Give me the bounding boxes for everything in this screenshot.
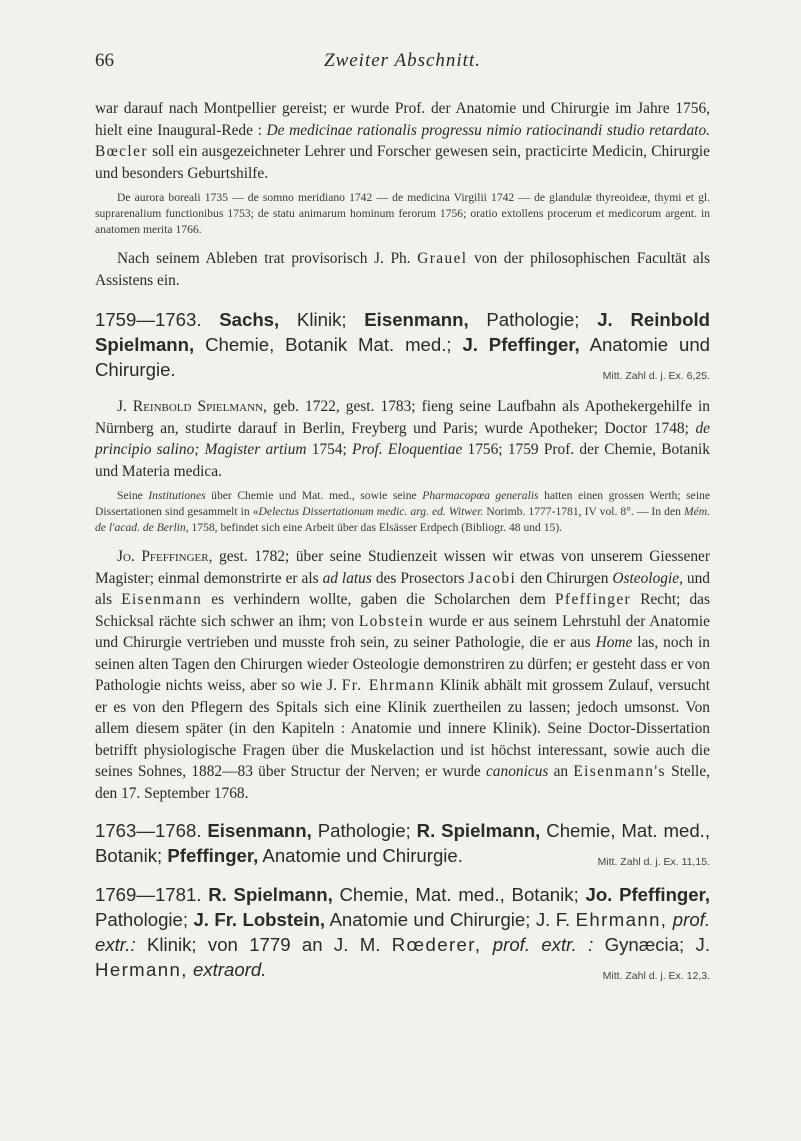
section-ref-1763: Mitt. Zahl d. j. Ex. 11,15. — [597, 856, 710, 868]
paragraph-grauel: Nach seinem Ableben trat provisorisch J. Ph. Grauel von der philosophischen Facultät als Assistens ein. — [95, 250, 710, 289]
section-ref-1759: Mitt. Zahl d. j. Ex. 6,25. — [602, 370, 710, 382]
section-heading-1759: 1759—1763. Sachs, Klinik; Eisenmann, Pathologie; J. Reinbold Spielmann, Chemie, Botanik Mat. med.; J. Pfeffinger, Anatomie und Chirurgie. Mitt. Zahl d. j. Ex. 6,25. — [95, 307, 710, 382]
section-heading-1769: 1769—1781. R. Spielmann, Chemie, Mat. med., Botanik; Jo. Pfeffinger, Pathologie; J. Fr. Lobstein, Anatomie und Chirurgie; J. F. Ehrmann, prof. extr.: Klinik; von 1779 an J. M. Rœderer, prof. extr. : Gynæcia; J. Hermann, extraord. Mitt. Zahl d. j. Ex. 12,3. — [95, 882, 710, 982]
footnote-boecler-works: De aurora boreali 1735 — de somno meridiano 1742 — de medicina Virgilii 1742 — de glandulæ thyreoideæ, thymi et gl. suprarenalium functionibus 1753; de statu animarum hominum ferorum 1756; oratio extollens procerum et medicorum argent. in anatomen merita 1766. — [95, 191, 710, 236]
paragraph-spielmann: J. Reinbold Spielmann, geb. 1722, gest. 1783; fieng seine Laufbahn als Apothekergehilfe in Nürnberg an, studirte darauf in Berlin, Freyberg und Paris; wurde Apotheker; Doctor 1748; de principio salino; Magister artium 1754; Prof. Eloquentiae 1756; 1759 Prof. der Chemie, Botanik und Materia medica. — [95, 398, 710, 480]
paragraph-pfeffinger: Jo. Pfeffinger, gest. 1782; über seine Studienzeit wissen wir etwas von unserem Giessener Magister; einmal demonstrirte er als ad latus des Prosectors Jacobi den Chirurgen Osteologie, und als Eisenmann es verhindern wollte, gaben die Scholarchen dem Pfeffinger Recht; das Schicksal rächte sich schwer an ihm; von Lobstein wurde er aus seinem Lehrstuhl der Anatomie und Chirurgie vertrieben und musste froh sein, zu seiner Pathologie, die er aus Home las, noch in seinen alten Tagen den Chirurgen wieder Osteologie demonstriren zu dürfen; er gesteht dass er von Pathologie nichts weiss, aber so wie J. Fr. Ehrmann Klinik abhält mit grossem Zulauf, versucht er es von den Pflegern des Spitals sich eine Klinik zuertheilen zu lassen; jedoch umsonst. Von allem diesem später (in den Kapiteln : Anatomie und innere Klinik). Seine Doctor-Dissertation betrifft physiologische Fragen über die Muskelaction und ist höchst interessant, sowie auch die seines Sohnes, 1882—83 über Structur der Nerven; er wurde canonicus an Eisenmann's Stelle, den 17. September 1768. — [95, 548, 710, 802]
section-heading-1763: 1763—1768. Eisenmann, Pathologie; R. Spielmann, Chemie, Mat. med., Botanik; Pfeffinger, Anatomie und Chirurgie. Mitt. Zahl d. j. Ex. 11,15. — [95, 818, 710, 868]
page-header — [95, 50, 710, 74]
paragraph-boecler: war darauf nach Montpellier gereist; er wurde Prof. der Anatomie und Chirurgie im Jahre 1756, hielt eine Inaugural-Rede : De medicinae rationalis progressu nimio ratiocinandi studio retardato. Bœcler soll ein ausgezeichneter Lehrer und Forscher gewesen sein, practicirte Medicin, Chirurgie und besonders Geburtshilfe. — [95, 100, 711, 182]
page-number: 66 — [95, 50, 114, 71]
footnote-spielmann-works: Seine Institutiones über Chemie und Mat. med., sowie seine Pharmacopœa generalis hatten einen grossen Werth; seine Dissertationen sind gesammelt in «Delectus Dissertationum medic. arg. ed. Witwer. Norimb. 1777-1781, IV vol. 8°. — In den Mém. de l'acad. de Berlin, 1758, befindet sich eine Arbeit über das Elsässer Erdpech (Bibliogr. 48 und 15). — [95, 489, 711, 534]
running-title: Zweiter Abschnitt. — [324, 50, 481, 71]
section-ref-1769: Mitt. Zahl d. j. Ex. 12,3. — [602, 970, 710, 982]
page-content — [95, 98, 710, 989]
